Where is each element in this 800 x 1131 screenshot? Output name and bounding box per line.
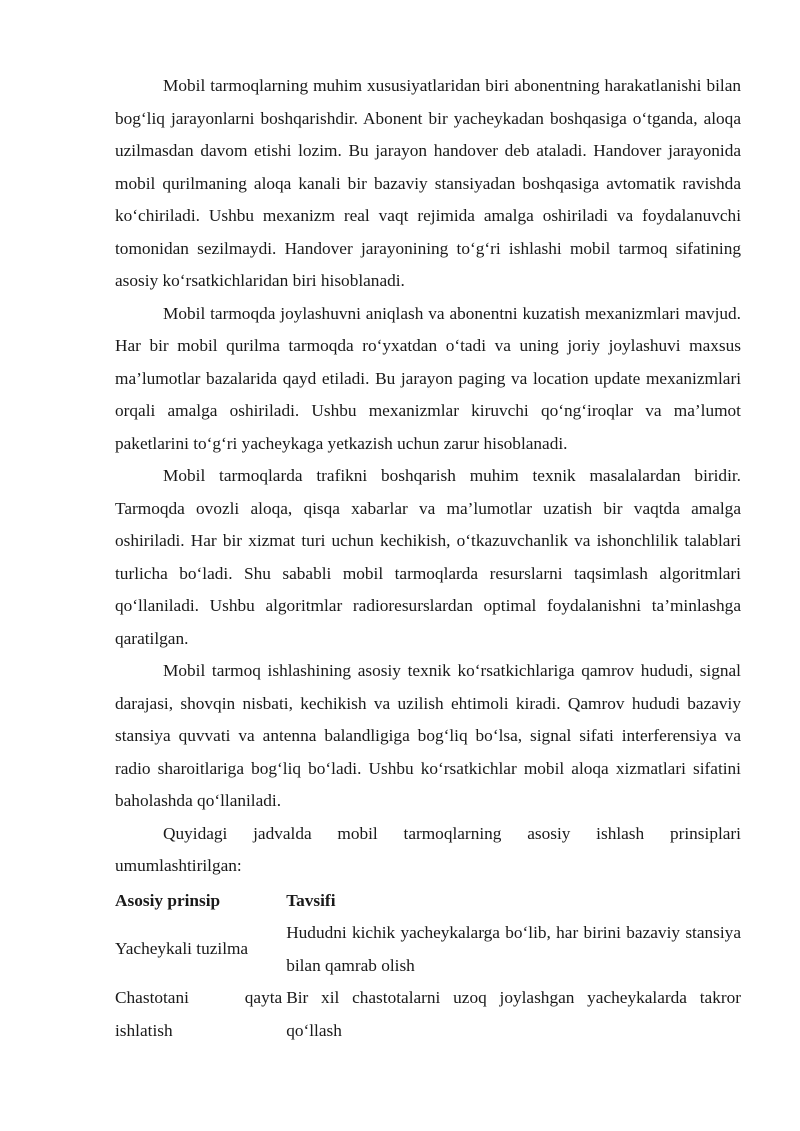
paragraph-table-intro: Quyidagi jadvalda mobil tarmoqlarning asosiy ishlash prinsiplari umumlashtirilgan: bbox=[115, 823, 741, 875]
table-header-principle: Asosiy prinsip bbox=[115, 890, 221, 910]
principles-table bbox=[115, 885, 741, 1048]
table-cell-principle: Chastotani qayta ishlatish bbox=[115, 988, 283, 1040]
table-header-row bbox=[115, 885, 741, 918]
document-page bbox=[115, 70, 741, 1047]
table-cell-principle: Yacheykali tuzilma bbox=[115, 939, 249, 959]
table-cell-description: Bir xil chastotalarni uzoq joylashgan yacheykalarda takror qo‘llash bbox=[286, 988, 741, 1040]
table-row bbox=[115, 917, 741, 982]
table-cell-description: Hududni kichik yacheykalarga bo‘lib, har birini bazaviy stansiya bilan qamrab olish bbox=[286, 923, 741, 975]
paragraph-location: Mobil tarmoqda joylashuvni aniqlash va abonentni kuzatish mexanizmlari mavjud. Har bir mobil qurilma tarmoqda ro‘yxatdan o‘tadi va uning joriy joylashuvi maxsus ma’lumotlar bazalarida qayd etiladi. Bu jarayon paging va location update mexanizmlari orqali amalga oshiriladi. Ushbu mexanizmlar kiruvchi qo‘ng‘iroqlar va ma’lumot paketlarini to‘g‘ri yacheykaga yetkazish uchun zarur hisoblanadi. bbox=[115, 303, 741, 453]
paragraph-indicators: Mobil tarmoq ishlashining asosiy texnik ko‘rsatkichlariga qamrov hududi, signal darajasi, shovqin nisbati, kechikish va uzilish ehtimoli kiradi. Qamrov hududi bazaviy stansiya quvvati va antenna balandligiga bog‘liq bo‘lsa, signal sifati interferensiya va radio sharoitlariga bog‘liq bo‘ladi. Ushbu ko‘rsatkichlar mobil aloqa xizmatlari sifatini baholashda qo‘llaniladi. bbox=[115, 661, 741, 810]
paragraph-handover: Mobil tarmoqlarning muhim xususiyatlaridan biri abonentning harakatlanishi bilan bog‘liq jarayonlarni boshqarishdir. Abonent bir yacheykadan boshqasiga o‘tganda, aloqa uzilmasdan davom etishi lozim. Bu jarayon handover deb ataladi. Handover jarayonida mobil qurilmaning aloqa kanali bir bazaviy stansiyadan boshqasiga avtomatik ravishda ko‘chiriladi. Ushbu mexanizm real vaqt rejimida amalga oshiriladi va foydalanuvchi tomonidan sezilmaydi. Handover jarayonining to‘g‘ri ishlashi mobil tarmoq sifatining asosiy ko‘rsatkichlaridan biri hisoblanadi. bbox=[115, 76, 741, 290]
paragraph-traffic: Mobil tarmoqlarda trafikni boshqarish muhim texnik masalalardan biridir. Tarmoqda ovozli aloqa, qisqa xabarlar va ma’lumotlar uzatish bir vaqtda amalga oshiriladi. Har bir xizmat turi uchun kechikish, o‘tkazuvchanlik va ishonchlilik talablari turlicha bo‘ladi. Shu sababli mobil tarmoqlarda resurslarni taqsimlash algoritmlari qo‘llaniladi. Ushbu algoritmlar radioresurslardan optimal foydalanishni ta’minlashga qaratilgan. bbox=[115, 466, 741, 648]
table-header-description: Tavsifi bbox=[286, 890, 336, 910]
table-row bbox=[115, 982, 741, 1047]
